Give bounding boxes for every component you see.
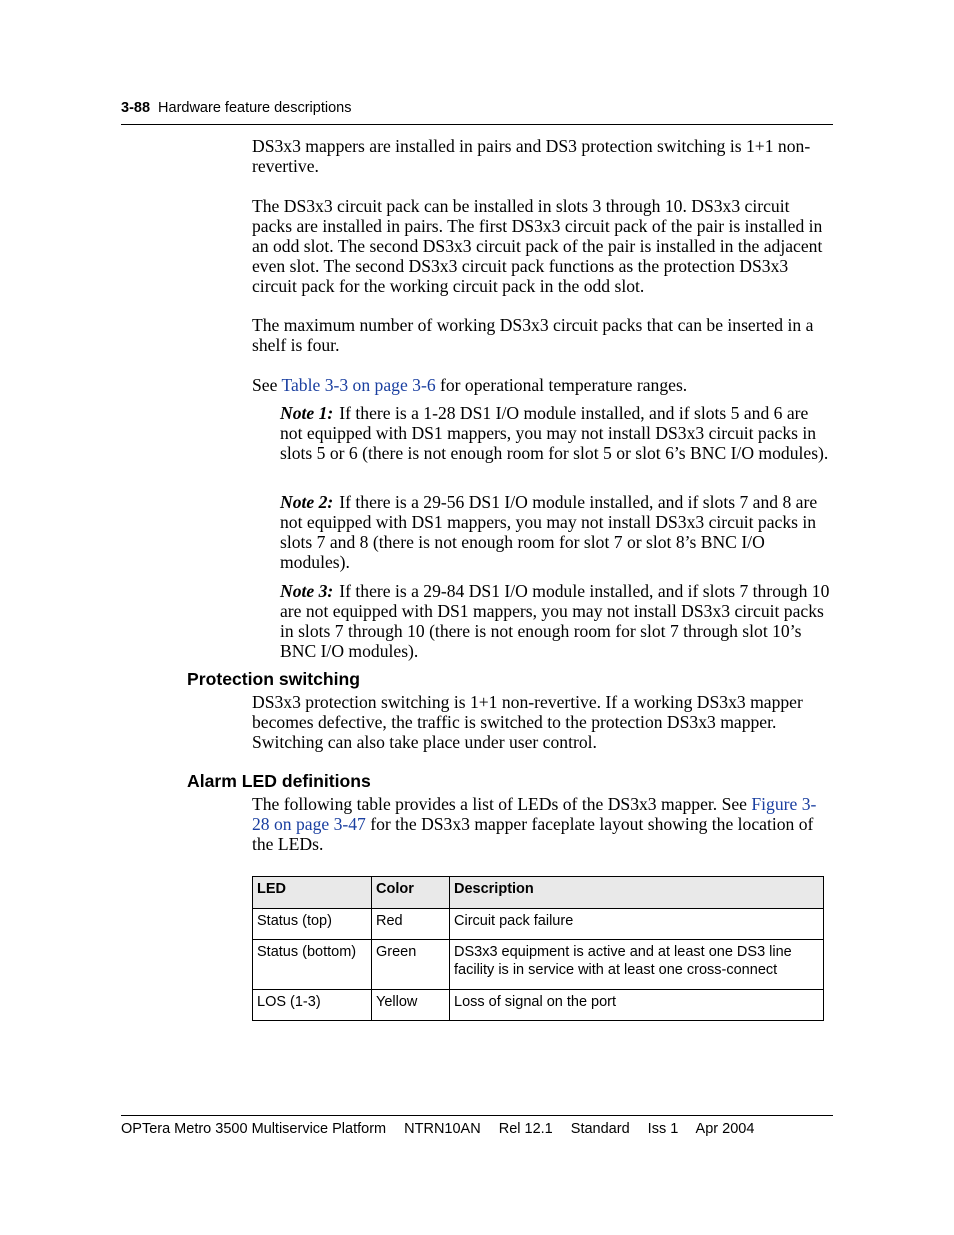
note-label: Note 3: xyxy=(280,581,334,601)
alarm-post: for the DS3x3 mapper faceplate layout showing the location of the LEDs. xyxy=(252,814,814,854)
table-row xyxy=(253,909,824,940)
note-text: If there is a 29-84 DS1 I/O module installed, and if slots 7 through 10 are not equipped with DS1 mappers, you may not install DS3x3 circuit packs in slots 7 through 10 (there is not enough room for slot 7 through slot 10’s BNC I/O modules). xyxy=(280,581,830,661)
footer-date: Apr 2004 xyxy=(695,1121,755,1137)
protection-heading: Protection switching xyxy=(187,669,361,689)
temperature-pre: See xyxy=(252,375,282,395)
description-cell: Loss of signal on the port xyxy=(450,990,824,1021)
footer-issue: Iss 1 xyxy=(647,1121,679,1137)
color-cell: Green xyxy=(372,940,450,990)
alarm-pre: The following table provides a list of LEDs of the DS3x3 mapper. See xyxy=(252,794,752,814)
note-label: Note 1: xyxy=(280,403,334,423)
led-cell: Status (top) xyxy=(253,909,372,940)
note-1 xyxy=(280,403,832,463)
description-cell: DS3x3 equipment is active and at least one DS3 line facility is in service with at least one cross-connect xyxy=(450,940,824,990)
paragraph-slots: The DS3x3 circuit pack can be installed in slots 3 through 10. DS3x3 circuit packs are installed in pairs. The first DS3x3 circuit pack of the pair is installed in an odd slot. The second DS3x3 circuit pack of the pair is installed in the adjacent even slot. The second DS3x3 circuit pack functions as the protection DS3x3 circuit pack for the working circuit pack in the odd slot. xyxy=(252,196,823,296)
column-header-color: Color xyxy=(372,877,450,909)
table-header-row xyxy=(253,877,824,909)
temperature-post: for operational temperature ranges. xyxy=(435,375,688,395)
note-3 xyxy=(280,581,832,661)
led-cell: Status (bottom) xyxy=(253,940,372,990)
note-text: If there is a 1-28 DS1 I/O module installed, and if slots 5 and 6 are not equipped with DS1 mappers, you may not install DS3x3 circuit packs in slots 5 or 6 (there is not enough room for slot 5 or slot 6’s BNC I/O modules). xyxy=(280,403,829,463)
alarm-heading: Alarm LED definitions xyxy=(187,771,371,791)
led-cell: LOS (1-3) xyxy=(253,990,372,1021)
note-2 xyxy=(280,492,832,572)
section-title: Hardware feature descriptions xyxy=(158,100,352,116)
paragraph-temperature xyxy=(252,375,832,395)
color-cell: Red xyxy=(372,909,450,940)
note-label: Note 2: xyxy=(280,492,334,512)
column-header-description: Description xyxy=(450,877,824,909)
footer-rule xyxy=(121,1115,833,1116)
table-row xyxy=(253,940,824,990)
alarm-paragraph xyxy=(252,794,832,854)
table-3-3-link[interactable]: Table 3-3 on page 3-6 xyxy=(281,375,436,395)
column-header-led: LED xyxy=(253,877,372,909)
footer-status: Standard xyxy=(570,1121,630,1137)
paragraph-maximum: The maximum number of working DS3x3 circuit packs that can be inserted in a shelf is four. xyxy=(252,315,814,355)
footer-doc-id: NTRN10AN xyxy=(404,1121,481,1137)
figure-3-28-link[interactable]: Figure 3-28 on page 3-47 xyxy=(252,794,817,834)
footer-release: Rel 12.1 xyxy=(498,1121,553,1137)
page-number: 3-88 xyxy=(121,100,151,116)
protection-paragraph: DS3x3 protection switching is 1+1 non-revertive. If a working DS3x3 mapper becomes defective, the traffic is switched to the protection DS3x3 mapper. Switching can also take place under user control. xyxy=(252,692,803,752)
table-row xyxy=(253,990,824,1021)
page-header xyxy=(121,99,833,117)
page-footer xyxy=(121,1119,833,1139)
color-cell: Yellow xyxy=(372,990,450,1021)
description-cell: Circuit pack failure xyxy=(450,909,824,940)
header-rule xyxy=(121,124,833,125)
led-table xyxy=(252,876,824,1021)
footer-product: OPTera Metro 3500 Multiservice Platform xyxy=(121,1121,387,1137)
paragraph-pairs: DS3x3 mappers are installed in pairs and DS3 protection switching is 1+1 non-revertive. xyxy=(252,136,811,176)
note-text: If there is a 29-56 DS1 I/O module installed, and if slots 7 and 8 are not equipped with DS1 mappers, you may not install DS3x3 circuit packs in slots 7 and 8 (there is not enough room for slot 7 or slot 8’s BNC I/O modules). xyxy=(280,492,818,572)
